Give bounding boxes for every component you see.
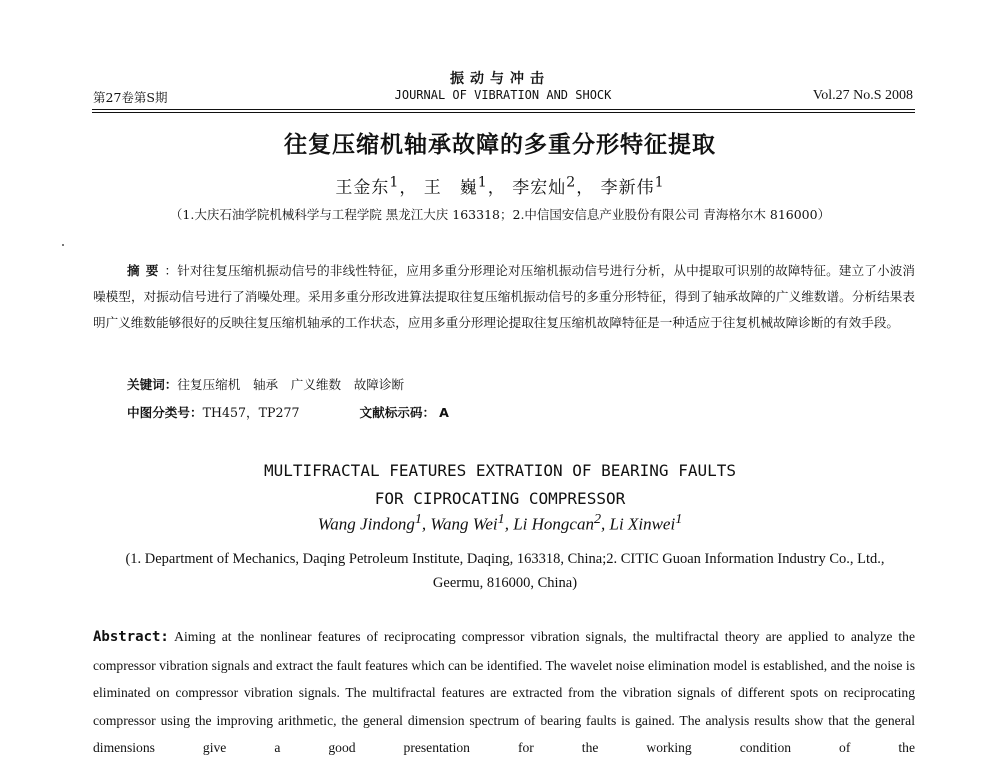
abstract-en-label: Abstract: <box>93 629 169 645</box>
author-affiliation-mark: 1 <box>497 511 505 527</box>
keywords-cn <box>127 374 404 393</box>
author-en: Wang Jindong <box>317 514 415 534</box>
title-en-line-1: MULTIFRACTAL FEATURES EXTRATION OF BEARING FAULTS <box>263 461 736 480</box>
authors-cn: 王金东$^1$， 王 巍$^1$， 李宏灿$^2$， 李新伟$^1$ <box>335 174 665 198</box>
document-code-value: A <box>439 405 449 420</box>
affiliations-cn: （1.大庆石油学院机械科学与工程学院 黑龙江大庆 163318；2.中信国安信息产业股份有限公司 青海格尔木 816000） <box>169 207 831 222</box>
running-header <box>93 88 913 106</box>
abstract-cn: 摘要：针对往复压缩机振动信号的非线性特征，应用多重分形理论对压缩机振动信号进行分析，从中提取可识别的故障特征。建立了小波消噪模型，对振动信号进行了消噪处理。采用多重分形改进算法提取往复压缩机振动信号的多重分形特征，得到了轴承故障的广义维数谱。分析结果表明广义维数能够很好的反映往复压缩机轴承的工作状态，应用多重分形理论提取往复压缩机故障特征是一种适应于往复机械故障诊断的有效手段。 <box>93 263 916 330</box>
keywords-text: 往复压缩机 轴承 广义维数 故障诊断 <box>177 377 405 392</box>
author-cn: 王 巍 <box>423 178 478 198</box>
author-affiliation-mark: 1 <box>477 174 488 191</box>
volume-info: Vol.27 No.S 2008 <box>812 88 913 103</box>
abstract-en <box>93 623 915 762</box>
header-rule-bottom <box>92 112 915 113</box>
author-affiliation-mark: 2 <box>593 511 602 527</box>
author-cn: 李新伟 <box>600 178 655 198</box>
author-affiliation-mark: 1 <box>654 174 665 191</box>
abstract-cn-label: 摘要 <box>127 263 165 278</box>
issue-cn: 第27卷第S期 <box>93 90 168 105</box>
author-affiliation-mark: 1 <box>389 174 400 191</box>
author-cn: 李宏灿 <box>512 178 567 198</box>
journal-name-en: JOURNAL OF VIBRATION AND SHOCK <box>394 88 612 102</box>
header-rule-top <box>92 109 915 110</box>
margin-speck <box>62 244 64 246</box>
author-affiliation-mark: 1 <box>414 511 422 527</box>
author-affiliation-mark: 1 <box>675 511 683 527</box>
paper-title-cn: 往复压缩机轴承故障的多重分形特征提取 <box>284 132 716 158</box>
affiliation-en-line-2: Geermu, 816000, China) <box>432 575 578 591</box>
classification-label: 中图分类号： <box>127 405 203 420</box>
classification-value: TH457，TP277 <box>202 405 300 420</box>
author-en: Li Hongcan <box>513 514 594 534</box>
affiliation-en-line-1: (1. Department of Mechanics, Daqing Petroleum Institute, Daqing, 163318, China;2. CITIC Guoan Information Industry Co., Ltd., <box>125 551 885 567</box>
authors-en: Wang Jindong$^1$, Wang Wei$^1$, Li Hongcan$^2$, Li Xinwei$^1$ <box>317 511 683 534</box>
author-cn: 王金东 <box>335 178 390 198</box>
title-en-line-2: FOR CIPROCATING COMPRESSOR <box>374 489 626 508</box>
journal-name-cn: 振动与冲击 <box>450 71 550 87</box>
author-affiliation-mark: 2 <box>566 174 577 191</box>
author-en: Li Xinwei <box>609 514 676 534</box>
keywords-label: 关键词： <box>127 377 178 392</box>
paper-title-en <box>0 457 1000 513</box>
classification-line <box>127 402 449 421</box>
affiliations-en <box>95 547 915 595</box>
document-code-label: 文献标示码： <box>359 405 436 420</box>
abstract-cn-text: 针对往复压缩机振动信号的非线性特征，应用多重分形理论对压缩机振动信号进行分析，从中提取可识别的故障特征。建立了小波消噪模型，对振动信号进行了消噪处理。采用多重分形改进算法提取往复压缩机振动信号的多重分形特征，得到了轴承故障的广义维数谱。分析结果表明广义维数能够很好的反映往复压缩机轴承的工作状态，应用多重分形理论提取往复压缩机故障特征是一种适应于往复机械故障诊断的有效手段。 <box>93 263 916 330</box>
author-en: Wang Wei <box>430 514 498 534</box>
abstract-en-text: Aiming at the nonlinear features of reciprocating compressor vibration signals, the multifractal theory are applied to analyze the compressor vibration signals and extract the fault features which can be identified. The wavelet noise elimination model is established, and the noise is eliminated on compressor vibration signals. The multifractal features are extracted from the vibration signals of different spots on reciprocating compressor using the improving arithmetic, the general dimension spectrum of bearing faults is gained. The analysis results show that the general dimensions give a good presentation for the working condition of the <box>93 629 915 755</box>
